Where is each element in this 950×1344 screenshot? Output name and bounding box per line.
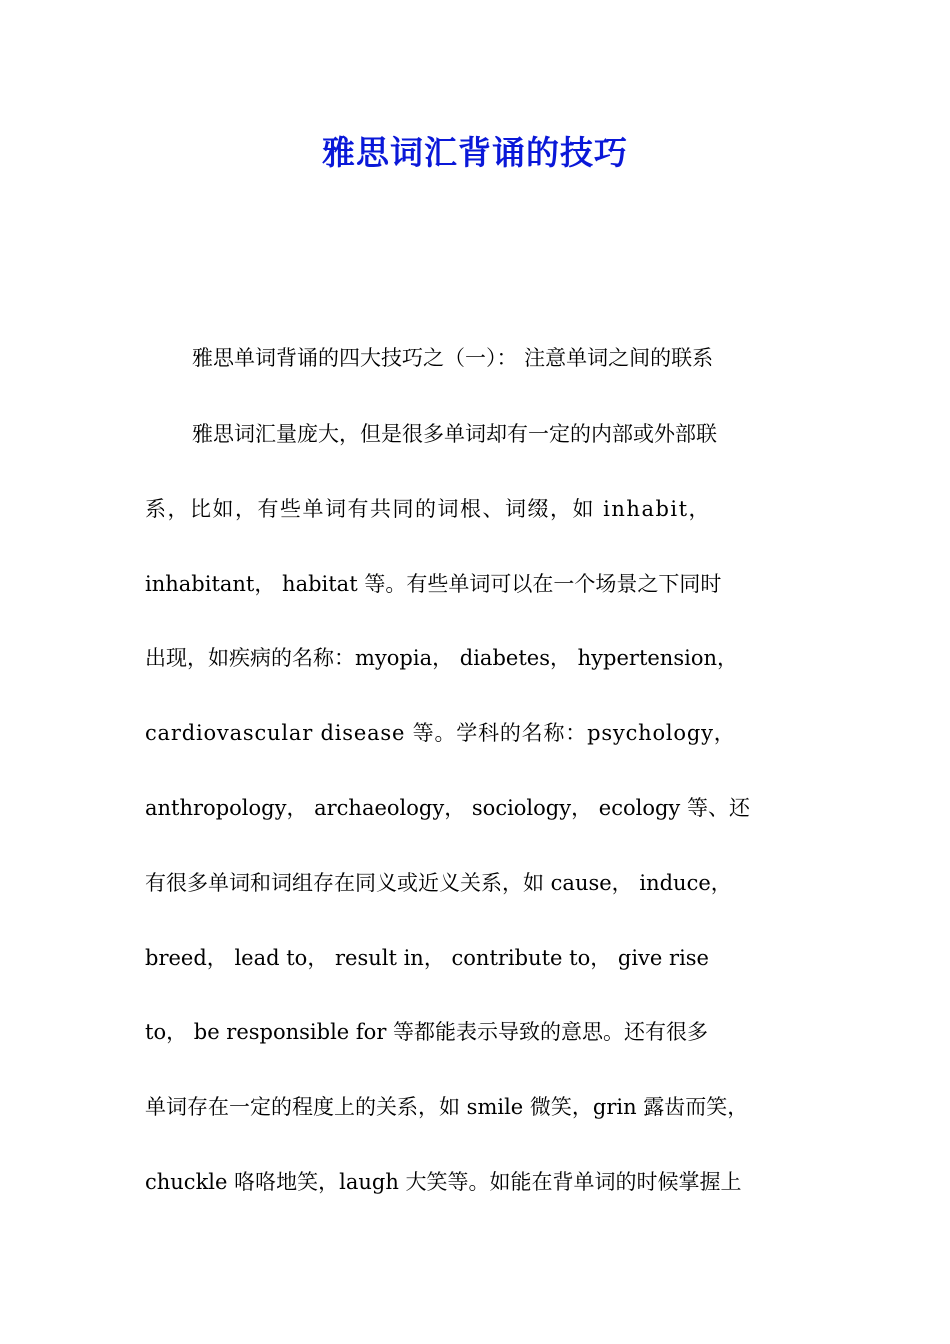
paragraph-line: anthropology， archaeology， sociology， ecology 等、还 [145, 796, 750, 820]
document-title: 雅思词汇背诵的技巧 [322, 133, 628, 172]
paragraph-line: 单词存在一定的程度上的关系，如 smile 微笑，grin 露齿而笑， [145, 1095, 749, 1119]
paragraph-line: 出现，如疾病的名称：myopia， diabetes， hypertension， [145, 646, 738, 670]
section-heading: 雅思单词背诵的四大技巧之（一）： 注意单词之间的联系 [192, 346, 714, 370]
paragraph-line: breed， lead to， result in， contribute to， give rise [145, 946, 709, 970]
paragraph-line: cardiovascular disease 等。学科的名称：psychology， [145, 721, 736, 745]
paragraph-line: chuckle 咯咯地笑，laugh 大笑等。如能在背单词的时候掌握上 [145, 1170, 742, 1194]
paragraph-line: 有很多单词和词组存在同义或近义关系，如 cause， induce， [145, 871, 732, 895]
paragraph-line: 系，比如，有些单词有共同的词根、词缀，如 inhabit， [145, 497, 712, 521]
paragraph-line: to， be responsible for 等都能表示导致的意思。还有很多 [145, 1020, 709, 1044]
paragraph-line: 雅思词汇量庞大，但是很多单词却有一定的内部或外部联 [192, 422, 717, 446]
paragraph-line: inhabitant， habitat 等。有些单词可以在一个场景之下同时 [145, 572, 722, 596]
